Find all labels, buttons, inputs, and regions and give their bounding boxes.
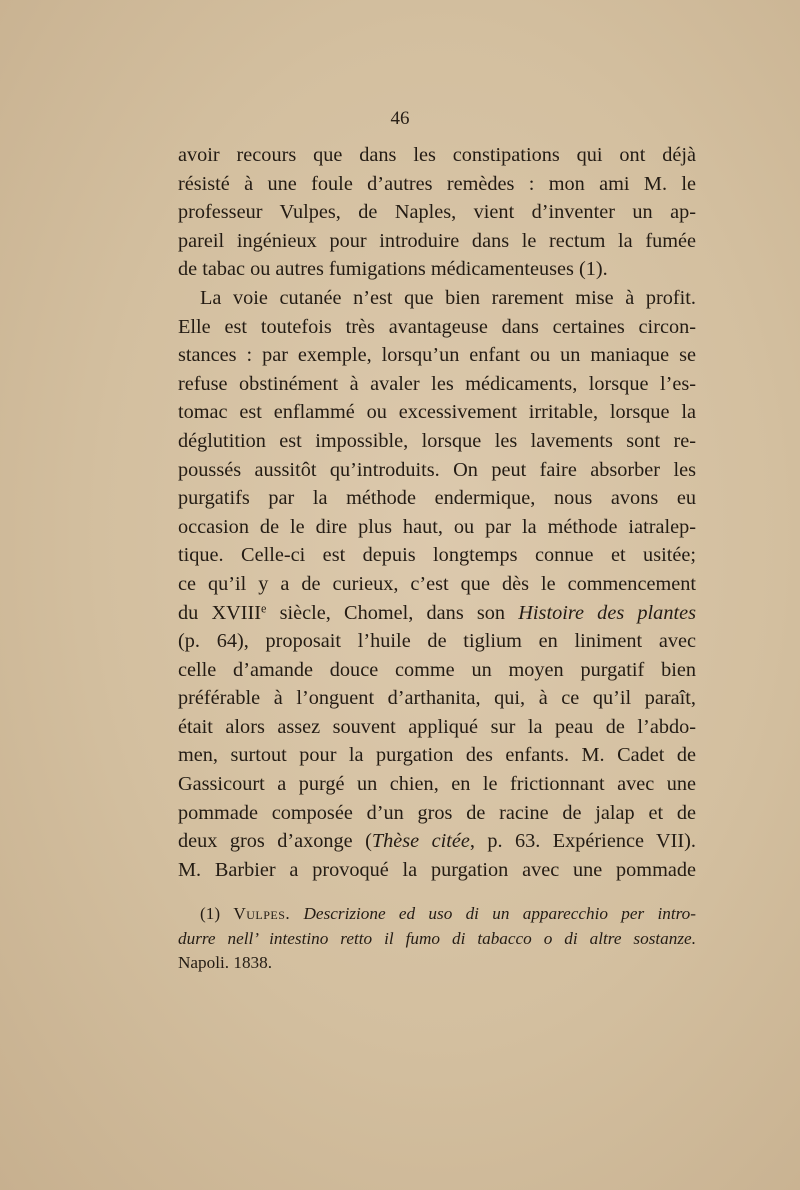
text-line: tomac est enflammé ou excessivement irritable, lorsque la bbox=[178, 401, 696, 424]
text-line bbox=[178, 827, 696, 856]
text-line: Elle est toutefois très avantageuse dans certaines circon- bbox=[178, 315, 696, 338]
text-line: purgatifs par la méthode endermique, nous avons eu bbox=[178, 487, 696, 510]
text-line: préférable à l’onguent d’arthanita, qui, à ce qu’il paraît, bbox=[178, 687, 696, 710]
text-line: pareil ingénieux pour introduire dans le rectum la fumée bbox=[178, 229, 696, 252]
text-line: déglutition est impossible, lorsque les lavements sont re- bbox=[178, 429, 696, 452]
footnote-line bbox=[178, 927, 696, 952]
text-line: celle d’amande douce comme un moyen purgatif bien bbox=[178, 658, 696, 681]
footnote-title: durre nell’ intestino retto il fumo di tabacco o di altre sostanze. bbox=[178, 928, 696, 948]
text-line: men, surtout pour la purgation des enfants. M. Cadet de bbox=[178, 744, 696, 767]
text-line: ce qu’il y a de curieux, c’est que dès le commencement bbox=[178, 572, 696, 595]
footnote-line: Napoli. 1838. bbox=[178, 953, 273, 972]
footnote-marker: (1) bbox=[200, 904, 234, 923]
text-line bbox=[178, 599, 696, 628]
footnote-line bbox=[178, 902, 696, 927]
footnote-author: Vulpes. bbox=[233, 904, 291, 923]
superscript: e bbox=[261, 600, 267, 615]
text-fragment: siècle, Chomel, dans son bbox=[266, 601, 519, 624]
text-line: M. Barbier a provoqué la purgation avec une pommade bbox=[178, 858, 696, 881]
text-line: pommade composée d’un gros de racine de jalap et de bbox=[178, 801, 696, 824]
text-fragment: deux gros d’axonge ( bbox=[178, 830, 372, 853]
footnote bbox=[178, 902, 696, 976]
text-line: (p. 64), proposait l’huile de tiglium en liniment avec bbox=[178, 630, 696, 653]
text-line: refuse obstinément à avaler les médicaments, lorsque l’es- bbox=[178, 372, 696, 395]
text-line: était alors assez souvent appliqué sur la peau de l’abdo- bbox=[178, 715, 696, 738]
text-line: La voie cutanée n’est que bien rarement mise à profit. bbox=[200, 286, 696, 309]
text-line: Gassicourt a purgé un chien, en le frictionnant avec une bbox=[178, 773, 696, 796]
text-line: poussés aussitôt qu’introduits. On peut faire absorber les bbox=[178, 458, 696, 481]
page-number: 46 bbox=[390, 108, 410, 129]
text-line: professeur Vulpes, de Naples, vient d’inventer un ap- bbox=[178, 201, 696, 224]
text-line: avoir recours que dans les constipations qui ont déjà bbox=[178, 144, 696, 166]
footnote-title: Descrizione ed uso di un apparecchio per intro- bbox=[290, 904, 696, 923]
text-line: stances : par exemple, lorsqu’un enfant ou un maniaque se bbox=[178, 344, 696, 367]
text-line: résisté à une foule d’autres remèdes : mon ami M. le bbox=[178, 172, 696, 195]
text-line: occasion de le dire plus haut, ou par la méthode iatralep- bbox=[178, 515, 696, 538]
text-fragment: du XVIII bbox=[178, 601, 262, 624]
text-line: de tabac ou autres fumigations médicamenteuses (1). bbox=[178, 258, 608, 281]
text-line: tique. Celle-ci est depuis longtemps connue et usitée; bbox=[178, 544, 696, 567]
italic-reference: Thèse citée bbox=[371, 830, 470, 853]
italic-title: Histoire des plantes bbox=[518, 601, 696, 624]
main-text bbox=[178, 141, 696, 884]
text-fragment: , p. 63. Expérience VII). bbox=[469, 830, 696, 853]
